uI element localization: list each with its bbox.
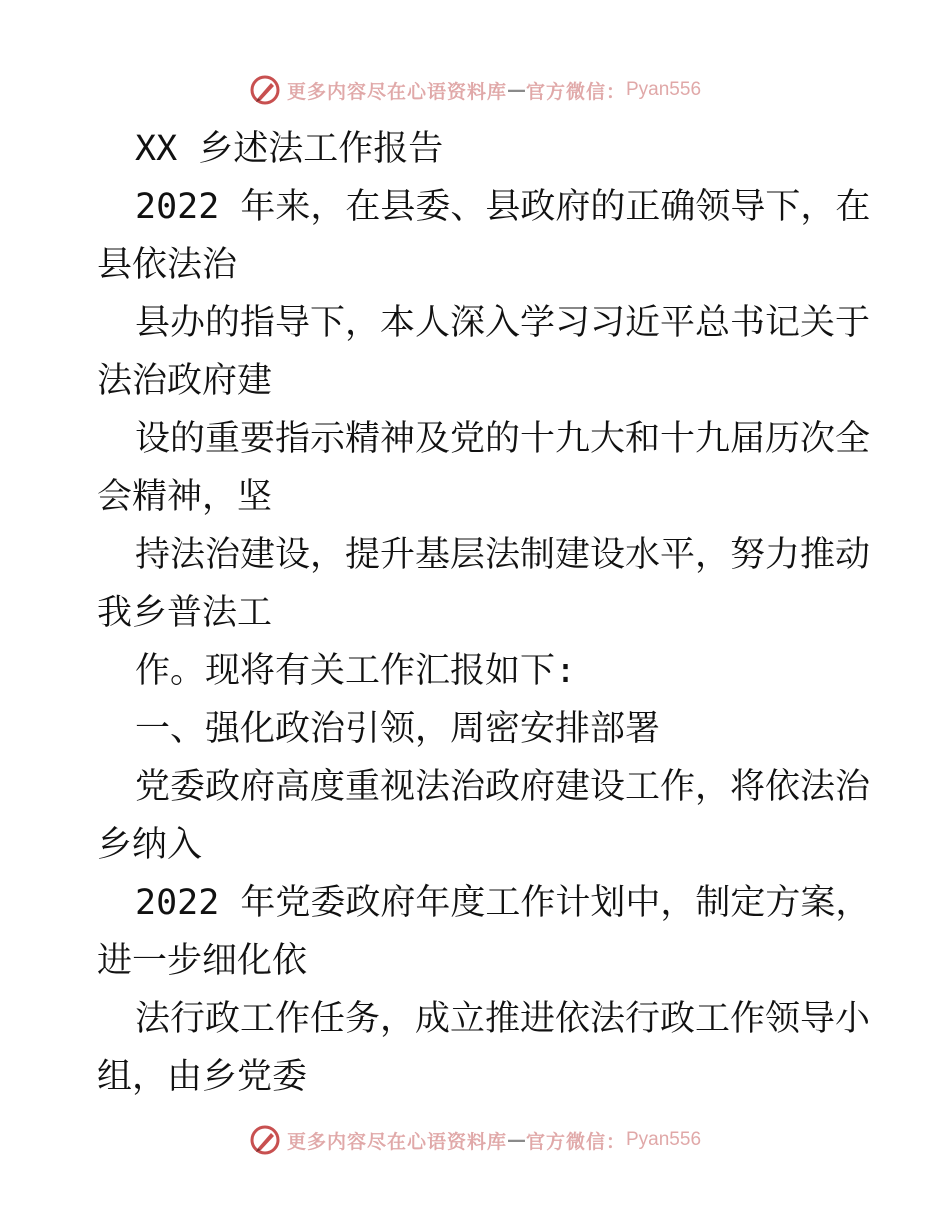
banner-account: Pyan556 <box>626 79 702 100</box>
document-line: 持法治建设，提升基层法制建设水平，努力推动 <box>135 535 871 575</box>
banner-dash: — <box>506 79 526 101</box>
document-line: 乡纳入 <box>97 825 203 865</box>
document-line: 2022 年党委政府年度工作计划中，制定方案， <box>135 883 871 923</box>
footer-watermark-banner <box>0 1120 950 1160</box>
document-body <box>97 120 897 1106</box>
document-line: 2022 年来，在县委、县政府的正确领导下，在 <box>135 187 871 227</box>
pen-logo-icon <box>249 74 281 106</box>
header-watermark-banner <box>0 70 950 110</box>
banner-wechat-label: 官方微信： <box>525 1130 626 1153</box>
document-line: 我乡普法工 <box>97 593 273 633</box>
document-line: 设的重要指示精神及党的十九大和十九届历次全 <box>135 419 871 459</box>
document-line: 作。现将有关工作汇报如下: <box>135 651 577 691</box>
banner-account: Pyan556 <box>626 1129 702 1150</box>
document-line: 法治政府建 <box>97 361 273 401</box>
document-line: 法行政工作任务，成立推进依法行政工作领导小 <box>135 999 871 1039</box>
document-line: 组，由乡党委 <box>97 1057 308 1097</box>
banner-text: 更多内容尽在心语资料库 <box>286 80 507 103</box>
document-line: 党委政府高度重视法治政府建设工作，将依法治 <box>135 767 871 807</box>
pen-logo-icon <box>249 1124 281 1156</box>
document-line: 会精神，坚 <box>97 477 273 517</box>
document-title: XX 乡述法工作报告 <box>135 129 444 169</box>
document-line: 一、强化政治引领，周密安排部署 <box>135 709 661 749</box>
banner-text: 更多内容尽在心语资料库 <box>286 1130 507 1153</box>
document-line: 进一步细化依 <box>97 941 308 981</box>
banner-wechat-label: 官方微信： <box>525 80 626 103</box>
document-line: 县依法治 <box>97 245 238 285</box>
banner-dash: — <box>506 1129 526 1151</box>
document-line: 县办的指导下，本人深入学习习近平总书记关于 <box>135 303 871 343</box>
